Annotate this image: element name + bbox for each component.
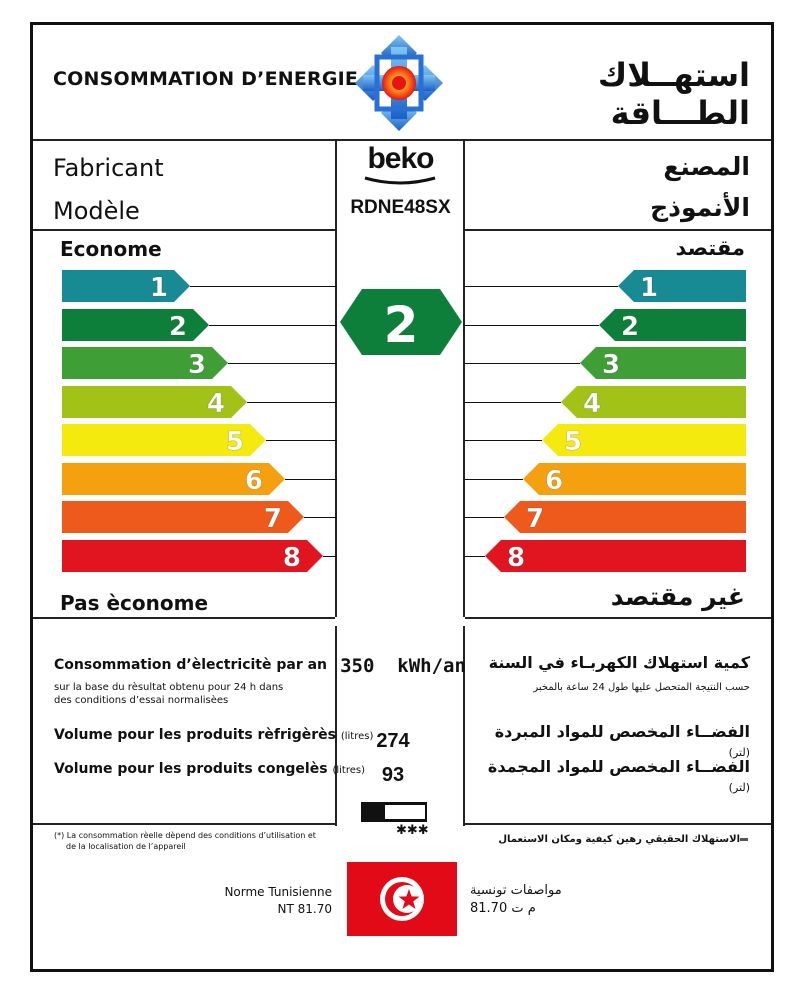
- energy-class-bar-right-5: [542, 424, 746, 456]
- fridge-volume-unit-ar: (لتر): [728, 746, 750, 759]
- standard-fr-2: NT 81.70: [277, 902, 332, 916]
- energy-class-connector-left: [285, 479, 337, 480]
- consumption-label-fr: Consommation d’èlectricitè par an: [54, 657, 328, 673]
- energy-class-label-left: 2: [168, 312, 187, 341]
- title-arabic: استهــلاك الطـــاقة: [597, 56, 750, 132]
- energy-class-bar-right-6: [523, 463, 746, 495]
- energy-class-connector-left: [323, 556, 337, 557]
- note-fr-1: (*) La consommation rèelle dèpend des conditions d’utilisation et: [54, 831, 316, 840]
- scale-top-label-fr: Econome: [60, 237, 162, 261]
- freezer-volume-label-ar: الفضــاء المخصص للمواد المجمدة (لتر): [487, 757, 750, 794]
- energy-class-bar-right-8: [485, 540, 746, 572]
- energy-class-bar-left-8: [62, 540, 323, 572]
- note-fr-2: de la localisation de l’appareil: [66, 842, 186, 851]
- consumption-value: 350 kWh/an: [340, 655, 466, 677]
- brand-logo: beko: [367, 142, 434, 175]
- energy-class-label-left: 3: [187, 350, 206, 379]
- note-ar: الاستهلاك الحقيقي رهين كيفية ومكان الاستعمال: [498, 834, 740, 845]
- freezer-star-rating: ✱ ✱✱✱: [376, 823, 429, 838]
- manufacturer-label-ar: المصنع: [663, 152, 750, 181]
- energy-class-label-right: 3: [602, 350, 621, 379]
- energy-class-label-left: 5: [225, 427, 244, 456]
- energy-class-connector-left: [228, 363, 337, 364]
- rating-arrow: [340, 289, 462, 355]
- consumption-label-ar: كمية استهلاك الكهربـاء في السنة: [488, 653, 750, 672]
- model-label-ar: الأنموذج: [650, 193, 750, 222]
- scale-top-label-ar: مقتصد: [675, 236, 745, 260]
- energy-class-label-left: 4: [206, 389, 225, 418]
- energy-class-label-left: 8: [282, 543, 301, 572]
- energy-class-label-left: 6: [244, 466, 263, 495]
- energy-class-bar-right-2: [599, 309, 746, 341]
- energy-class-label-right: 2: [621, 312, 640, 341]
- freezer-volume-unit-ar: (لتر): [728, 781, 750, 794]
- fridge-volume-label-ar: الفضــاء المخصص للمواد المبردة (لتر): [494, 722, 750, 759]
- energy-class-connector-left: [247, 402, 337, 403]
- consumption-sub-fr-2: des conditions d’essai normalisèes: [54, 695, 229, 706]
- energy-class-label-left: 1: [149, 273, 168, 302]
- model-value: RDNE48SX: [350, 197, 451, 218]
- energy-class-connector-left: [209, 325, 337, 326]
- manufacturer-label-fr: Fabricant: [53, 154, 164, 182]
- rating-value: 2: [383, 296, 419, 354]
- standard-ar-2: م ت 81.70: [470, 901, 536, 916]
- energy-class-bar-right-3: [580, 347, 746, 379]
- energy-class-label-right: 4: [583, 389, 602, 418]
- brand-swoosh-icon: [363, 176, 437, 186]
- scale-bottom-label-fr: Pas èconome: [60, 591, 209, 615]
- energy-class-label-right: 7: [526, 504, 545, 533]
- freezer-volume-value: 93: [381, 764, 405, 786]
- energy-class-connector-right: [465, 363, 580, 364]
- energy-class-connector-left: [266, 440, 337, 441]
- energy-class-connector-right: [465, 479, 523, 480]
- energy-class-label-right: 5: [564, 427, 583, 456]
- fridge-volume-label-fr: Volume pour les produits rèfrigèrès (litres): [54, 727, 374, 743]
- energy-class-label-right: 1: [640, 273, 659, 302]
- anme-logo-icon: [353, 33, 445, 133]
- energy-class-connector-left: [304, 517, 337, 518]
- freezer-volume-label-fr: Volume pour les produits congelès (litres): [54, 761, 365, 777]
- title-french: CONSOMMATION D’ENERGIE: [53, 68, 359, 90]
- energy-class-connector-right: [465, 556, 485, 557]
- energy-class-connector-right: [465, 325, 599, 326]
- standard-ar-1: مواصفات تونسية: [470, 883, 562, 898]
- energy-class-bar-left-2: [62, 309, 209, 341]
- standard-fr-1: Norme Tunisienne: [224, 885, 332, 899]
- energy-class-bar-left-5: [62, 424, 266, 456]
- energy-class-connector-right: [465, 440, 542, 441]
- scale-bottom-label-ar: غير مقتصد: [610, 582, 745, 611]
- energy-class-bar-left-4: [62, 386, 247, 418]
- energy-class-bar-right-4: [561, 386, 746, 418]
- model-label-fr: Modèle: [53, 197, 140, 225]
- tunisia-flag-icon: [347, 862, 457, 936]
- energy-class-label-left: 7: [263, 504, 282, 533]
- energy-class-bar-left-3: [62, 347, 228, 379]
- energy-class-label-right: 6: [545, 466, 564, 495]
- energy-class-bar-left-1: [62, 270, 190, 302]
- energy-class-bar-left-6: [62, 463, 285, 495]
- fridge-volume-value: 274: [376, 730, 410, 752]
- energy-class-label-right: 8: [507, 543, 526, 572]
- energy-class-bar-left-7: [62, 501, 304, 533]
- fridge-volume-unit-fr: (litres): [340, 731, 374, 742]
- consumption-sub-ar: حسب النتيجة المتحصل عليها طول 24 ساعة بالمخبر: [533, 682, 750, 693]
- freezer-volume-unit-fr: (litres): [332, 765, 365, 776]
- energy-class-connector-right: [465, 286, 618, 287]
- energy-class-bar-right-1: [618, 270, 746, 302]
- consumption-sub-fr-1: sur la base du rèsultat obtenu pour 24 h dans: [54, 682, 284, 693]
- energy-class-connector-right: [465, 402, 561, 403]
- energy-class-bar-right-7: [504, 501, 746, 533]
- energy-class-connector-right: [465, 517, 504, 518]
- energy-class-connector-left: [190, 286, 337, 287]
